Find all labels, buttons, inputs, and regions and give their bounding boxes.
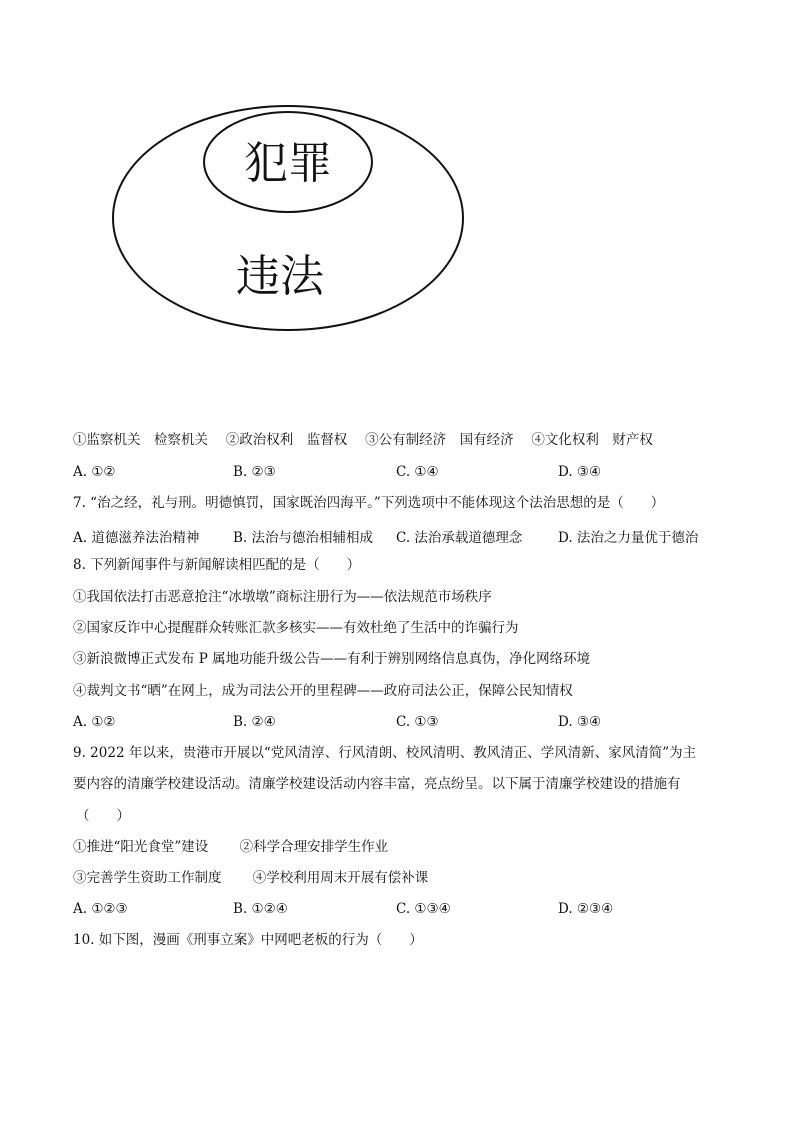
q8-item-3: ③新浪微博正式发布 P 属地功能升级公告——有利于辨别网络信息真伪，净化网络环境 bbox=[73, 651, 591, 667]
q9-option-d[interactable]: D. ②③④ bbox=[558, 901, 614, 917]
q7-stem: 7. “治之经，礼与刑。明德慎罚，国家既治四海平。”下列选项中不能体现这个法治思想的是（ ） bbox=[73, 495, 665, 511]
q9-stem-line-2: 要内容的清廉学校建设活动。清廉学校建设活动内容丰富，亮点纷呈。以下属于清廉学校建设的措施有 bbox=[73, 776, 681, 792]
q8-option-b[interactable]: B. ②④ bbox=[233, 714, 276, 730]
q6-option-b[interactable]: B. ②③ bbox=[233, 464, 276, 480]
q9-option-c[interactable]: C. ①③④ bbox=[396, 901, 451, 917]
q9-stem-line-1: 9. 2022 年以来，贵港市开展以“党风清淳、行风清朗、校风清明、教风清正、学风清新、家风清简”为主 bbox=[73, 745, 697, 761]
q6-option-a[interactable]: A. ①② bbox=[73, 464, 116, 480]
q8-stem: 8. 下列新闻事件与新闻解读相匹配的是（ ） bbox=[73, 557, 361, 573]
q9-option-a[interactable]: A. ①②③ bbox=[73, 901, 128, 917]
q7-option-c[interactable]: C. 法治承载道德理念 bbox=[396, 530, 523, 546]
q6-option-d[interactable]: D. ③④ bbox=[558, 464, 602, 480]
q7-option-b[interactable]: B. 法治与德治相辅相成 bbox=[233, 530, 374, 546]
q9-stem-line-3: （ ） bbox=[76, 808, 130, 824]
q8-item-1: ①我国依法打击恶意抢注“冰墩墩”商标注册行为——依法规范市场秩序 bbox=[73, 589, 492, 605]
crime-illegal-diagram bbox=[112, 96, 472, 332]
q6-options bbox=[0, 464, 793, 480]
q10-stem: 10. 如下图，漫画《刑事立案》中网吧老板的行为（ ） bbox=[73, 932, 423, 948]
q8-option-a[interactable]: A. ①② bbox=[73, 714, 116, 730]
q8-options bbox=[0, 714, 793, 730]
q8-option-c[interactable]: C. ①③ bbox=[396, 714, 439, 730]
q7-option-d[interactable]: D. 法治之力量优于德治 bbox=[558, 530, 699, 546]
q6-statements: ①监察机关 检察机关 ②政治权利 监督权 ③公有制经济 国有经济 ④文化权利 财产权 bbox=[73, 432, 653, 448]
q9-items-row-1: ①推进“阳光食堂”建设 ②科学合理安排学生作业 bbox=[73, 839, 389, 855]
inner-label: 犯罪 bbox=[244, 138, 332, 189]
q9-option-b[interactable]: B. ①②④ bbox=[233, 901, 288, 917]
q7-options bbox=[0, 526, 793, 546]
q7-option-a[interactable]: A. 道德滋养法治精神 bbox=[73, 530, 200, 546]
q8-option-d[interactable]: D. ③④ bbox=[558, 714, 602, 730]
outer-label: 违法 bbox=[236, 251, 324, 302]
q9-options bbox=[0, 901, 793, 917]
q8-item-2: ②国家反诈中心提醒群众转账汇款多核实——有效杜绝了生活中的诈骗行为 bbox=[73, 620, 519, 636]
q6-option-c[interactable]: C. ①④ bbox=[396, 464, 439, 480]
q8-item-4: ④裁判文书“晒”在网上，成为司法公开的里程碑——政府司法公正，保障公民知情权 bbox=[73, 683, 573, 699]
q9-items-row-2: ③完善学生资助工作制度 ④学校利用周末开展有偿补课 bbox=[73, 870, 429, 886]
